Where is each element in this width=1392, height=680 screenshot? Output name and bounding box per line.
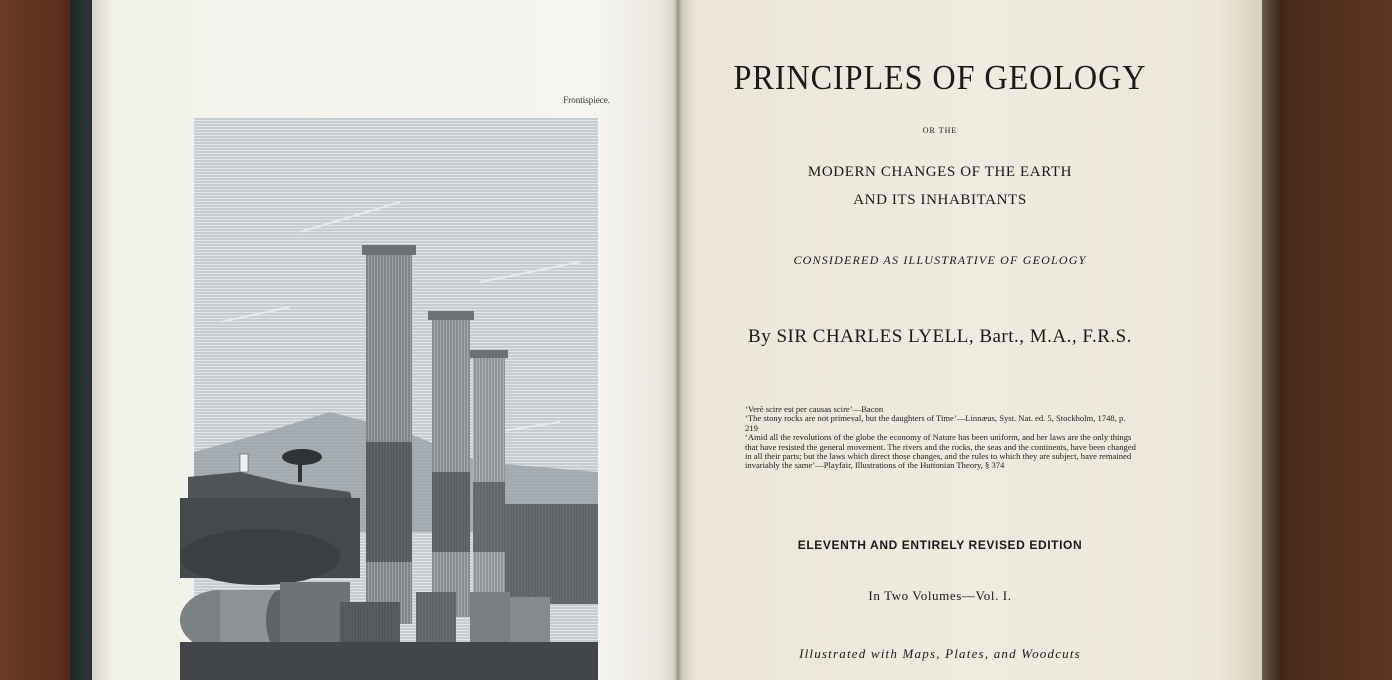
quote-linnaeus: ‘The stony rocks are not primeval, but the daughters of Time’—Linnæus, Syst. Nat. ed. 5, Stockholm, 1748, p. 219 — [745, 413, 1126, 433]
author-line: By SIR CHARLES LYELL, Bart., M.A., F.R.S. — [748, 326, 1132, 347]
epigraph-quotes — [745, 405, 1140, 471]
edition-line: ELEVENTH AND ENTIRELY REVISED EDITION — [797, 538, 1083, 552]
frontispiece-caption: Frontispiece. — [563, 95, 610, 105]
subtitle-line-1: MODERN CHANGES OF THE EARTH — [807, 164, 1073, 180]
considered-line: CONSIDERED AS ILLUSTRATIVE OF GEOLOGY — [793, 253, 1087, 267]
temple-columns-engraving — [180, 112, 600, 680]
subtitle-line-2: AND ITS INHABITANTS — [853, 192, 1027, 208]
illustrated-line: Illustrated with Maps, Plates, and Woodcuts — [799, 646, 1081, 661]
book-title: PRINCIPLES OF GEOLOGY — [733, 58, 1147, 97]
quote-playfair: ‘Amid all the revolutions of the globe the economy of Nature has been uniform, and her laws are the only things that have resisted the general movement. The rivers and the rocks, the seas and the continents, have been changed in all their parts; but the laws which direct those changes, and the rules to which they are subject, have remained invariably the same’—Playfair, Illustrations of the Huttonian Theory, § 374 — [745, 432, 1136, 471]
volumes-line: In Two Volumes—Vol. I. — [868, 588, 1012, 603]
quote-bacon: ‘Verè scire est per causas scire’—Bacon — [745, 404, 884, 414]
connector-text: OR THE — [922, 126, 958, 135]
